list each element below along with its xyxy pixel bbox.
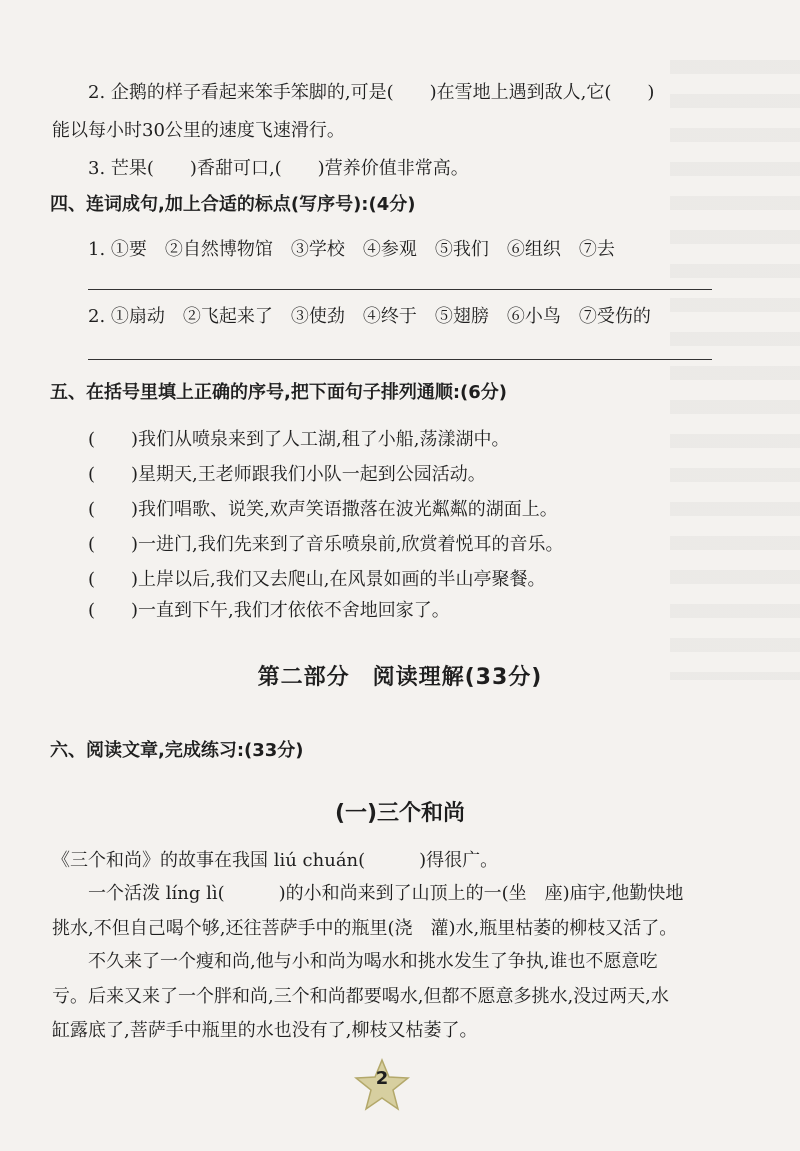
sec5-item: ( )星期天,王老师跟我们小队一起到公园活动。 xyxy=(88,464,486,485)
sec4-question-2: 2. ①扇动 ②飞起来了 ③使劲 ④终于 ⑤翅膀 ⑥小鸟 ⑦受伤的 xyxy=(88,306,651,327)
sec3-line-1: 2. 企鹅的样子看起来笨手笨脚的,可是( )在雪地上遇到敌人,它( ) xyxy=(88,82,655,103)
story-paragraph-line: 亏。后来又来了一个胖和尚,三个和尚都要喝水,但都不愿意多挑水,没过两天,水 xyxy=(52,986,669,1007)
sec5-item: ( )一直到下午,我们才依依不舍地回家了。 xyxy=(88,600,450,621)
answer-line-2 xyxy=(88,359,712,360)
sec5-item: ( )一进门,我们先来到了音乐喷泉前,欣赏着悦耳的音乐。 xyxy=(88,534,564,555)
story-title: (一)三个和尚 xyxy=(334,801,466,826)
sec5-item: ( )上岸以后,我们又去爬山,在风景如画的半山亭聚餐。 xyxy=(88,569,546,590)
story-paragraph-line: 一个活泼 líng lì( )的小和尚来到了山顶上的一(坐 座)庙宇,他勤快地 xyxy=(52,883,684,904)
sec3-line-3: 3. 芒果( )香甜可口,( )营养价值非常高。 xyxy=(88,158,469,179)
section6-heading: 六、阅读文章,完成练习:(33分) xyxy=(50,740,304,761)
story-paragraph-line: 挑水,不但自己喝个够,还往菩萨手中的瓶里(浇 灌)水,瓶里枯萎的柳枝又活了。 xyxy=(52,918,678,939)
sec5-item: ( )我们唱歌、说笑,欢声笑语撒落在波光粼粼的湖面上。 xyxy=(88,499,558,520)
part2-title: 第二部分 阅读理解(33分) xyxy=(257,665,543,690)
page-number: 2 xyxy=(375,1068,389,1089)
sec3-line-2: 能以每小时30公里的速度飞速滑行。 xyxy=(52,120,345,141)
story-paragraph-line: 缸露底了,菩萨手中瓶里的水也没有了,柳枝又枯萎了。 xyxy=(52,1020,478,1041)
sec5-item: ( )我们从喷泉来到了人工湖,租了小船,荡漾湖中。 xyxy=(88,429,510,450)
sec4-question-1: 1. ①要 ②自然博物馆 ③学校 ④参观 ⑤我们 ⑥组织 ⑦去 xyxy=(88,239,615,260)
answer-line-1 xyxy=(88,289,712,290)
story-paragraph-line: 《三个和尚》的故事在我国 liú chuán( )得很广。 xyxy=(52,850,499,871)
story-paragraph-line: 不久来了一个瘦和尚,他与小和尚为喝水和挑水发生了争执,谁也不愿意吃 xyxy=(52,951,658,972)
show-through-texture xyxy=(670,60,800,680)
section5-heading: 五、在括号里填上正确的序号,把下面句子排列通顺:(6分) xyxy=(50,382,508,403)
section4-heading: 四、连词成句,加上合适的标点(写序号):(4分) xyxy=(50,194,416,215)
